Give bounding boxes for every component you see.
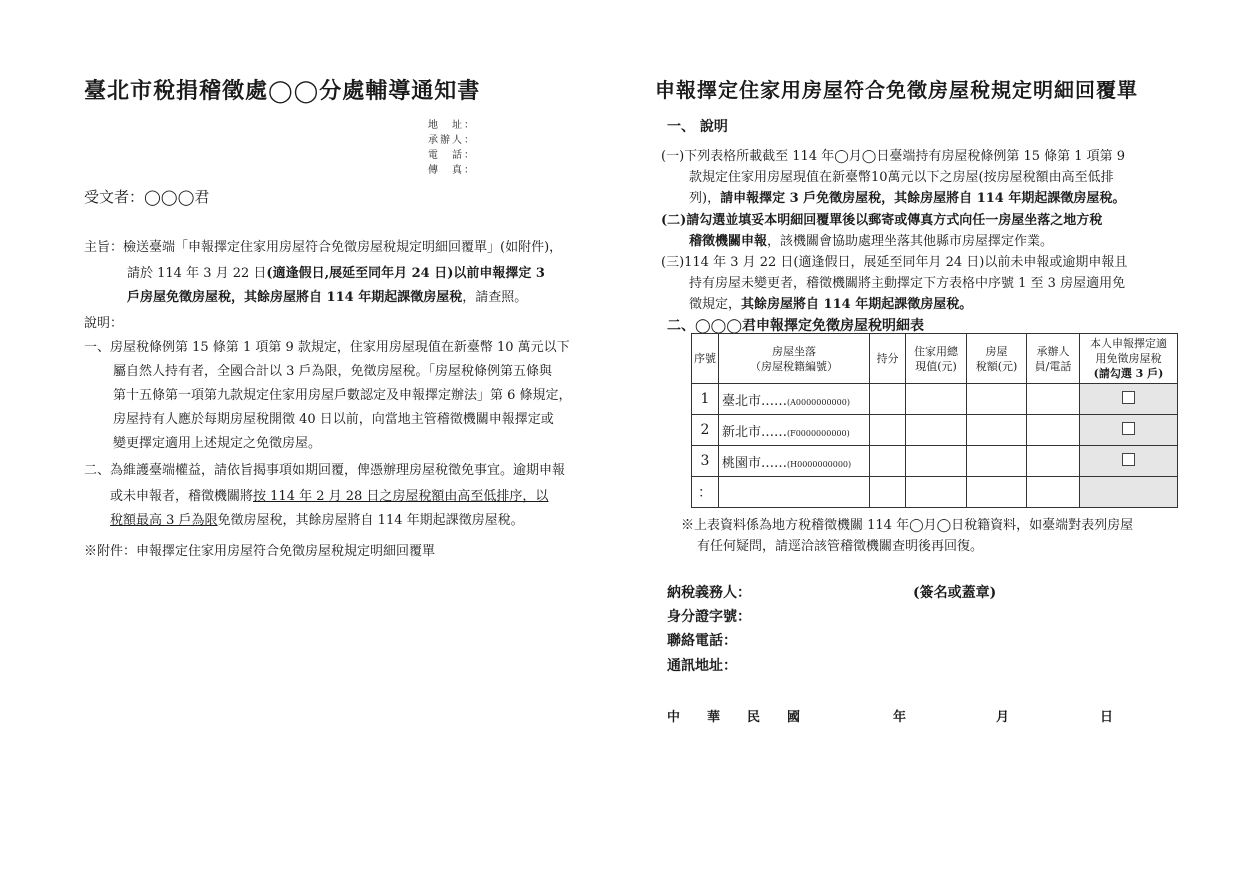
item2-line-1: 二、為維護臺端權益，請依旨揭事項如期回覆，俾憑辦理房屋稅徵免事宜。逾期申報 <box>84 463 566 478</box>
row-share <box>870 384 906 415</box>
header-fax-field: 傳 真： <box>428 165 476 176</box>
phone-label: 聯絡電話： <box>667 633 737 649</box>
row-value <box>906 415 967 446</box>
item1-line-5: 變更擇定適用上述規定之免徵房屋。 <box>113 436 322 451</box>
date-char-2: 華 <box>707 710 721 725</box>
subject-line-1: 主旨：檢送臺端「申報擇定住家用房屋符合免徵房屋稅規定明細回覆單」(如附件)， <box>84 240 563 255</box>
choose-checkbox[interactable] <box>1122 422 1135 435</box>
row-officer <box>1027 384 1080 415</box>
header-tax: 房屋 稅額(元) <box>967 334 1027 384</box>
table-row <box>692 384 1178 415</box>
row-seq: 3 <box>692 446 719 477</box>
date-month: 月 <box>996 710 1010 725</box>
row-seq: ： <box>692 477 719 508</box>
header-phone-field: 電 話： <box>428 150 476 161</box>
header-choose: 本人申報擇定適 用免徵房屋稅 (請勾選 3 戶) <box>1080 334 1178 384</box>
row-choose-cell <box>1080 446 1178 477</box>
row-seq: 2 <box>692 415 719 446</box>
row-value <box>906 384 967 415</box>
row-seq: 1 <box>692 384 719 415</box>
para2-line-2: 稽徵機關申報，該機關會協助處理坐落其他縣市房屋擇定作業。 <box>689 234 1054 249</box>
table-note-line-2: 有任何疑問，請逕洽該管稽徵機關查明後再回復。 <box>697 539 984 554</box>
header-address-field: 地 址： <box>428 120 476 131</box>
item1-line-1: 一、房屋稅條例第 15 條第 1 項第 9 款規定，住家用房屋現值在新臺幣 10 萬元以下 <box>84 340 570 355</box>
para1-line-1: (一)下列表格所載截至 114 年◯月◯日臺端持有房屋稅條例第 15 條第 1 項第 9 <box>661 149 1126 164</box>
row-location: 桃園市……(H0000000000) <box>719 446 870 477</box>
date-char-4: 國 <box>787 710 801 725</box>
date-char-3: 民 <box>747 710 761 725</box>
table-row <box>692 477 1178 508</box>
section-1-heading: 一、 說明 <box>667 119 728 135</box>
para1-line-3: 列)，請申報擇定 3 戶免徵房屋稅，其餘房屋將自 114 年期起課徵房屋稅。 <box>689 191 1126 206</box>
row-location: 臺北市……(A0000000000) <box>719 384 870 415</box>
taxpayer-label: 納稅義務人： <box>667 585 751 601</box>
row-share <box>870 477 906 508</box>
item1-line-3: 第十五條第一項第九款規定住家用房屋戶數認定及申報擇定辦法」第 6 條規定， <box>113 388 572 403</box>
row-tax <box>967 446 1027 477</box>
exemption-detail-table <box>691 333 1178 508</box>
header-officer: 承辦人 員/電話 <box>1027 334 1080 384</box>
row-officer <box>1027 415 1080 446</box>
date-year: 年 <box>893 710 907 725</box>
item2-line-2: 或未申報者，稽徵機關將按 114 年 2 月 28 日之房屋稅額由高至低排序，以 <box>110 489 549 504</box>
table-header-row <box>692 334 1178 384</box>
date-char-1: 中 <box>667 710 681 725</box>
subject-line-2: 請於 114 年 3 月 22 日(適逢假日,展延至同年月 24 日)以前申報擇定 3 <box>127 266 545 281</box>
right-form-title: 申報擇定住家用房屋符合免徵房屋稅規定明細回覆單 <box>655 78 1138 102</box>
row-location <box>719 477 870 508</box>
section-2-heading: 二、◯◯◯君申報擇定免徵房屋稅明細表 <box>667 318 925 334</box>
row-officer <box>1027 446 1080 477</box>
para3-line-1: (三)114 年 3 月 22 日(適逢假日，展延至同年月 24 日)以前未申報或逾期申報且 <box>661 255 1128 270</box>
header-seq: 序號 <box>692 334 719 384</box>
para3-line-3: 徵規定，其餘房屋將自 114 年期起課徵房屋稅。 <box>689 297 973 312</box>
header-value: 住家用總 現值(元) <box>906 334 967 384</box>
row-value <box>906 446 967 477</box>
row-location: 新北市……(F0000000000) <box>719 415 870 446</box>
row-tax <box>967 415 1027 446</box>
row-share <box>870 415 906 446</box>
explain-label: 說明： <box>84 316 124 331</box>
para1-line-2: 款規定住家用房屋現值在新臺幣10萬元以下之房屋(按房屋稅額由高至低排 <box>689 170 1114 185</box>
table-row <box>692 415 1178 446</box>
row-share <box>870 446 906 477</box>
id-number-label: 身分證字號： <box>667 609 751 625</box>
row-choose-cell <box>1080 415 1178 446</box>
choose-checkbox[interactable] <box>1122 453 1135 466</box>
header-location: 房屋坐落 （房屋稅籍編號） <box>719 334 870 384</box>
para2-line-1: (二)請勾選並填妥本明細回覆單後以郵寄或傳真方式向任一房屋坐落之地方稅 <box>661 213 1103 228</box>
row-choose-cell <box>1080 477 1178 508</box>
date-day: 日 <box>1100 710 1114 725</box>
row-value <box>906 477 967 508</box>
table-row <box>692 446 1178 477</box>
attachment-note: ※附件：申報擇定住家用房屋符合免徵房屋稅規定明細回覆單 <box>84 544 436 559</box>
left-notice-title: 臺北市稅捐稽徵處◯◯分處輔導通知書 <box>84 78 481 104</box>
table-note-line-1: ※上表資料係為地方稅稽徵機關 114 年◯月◯日稅籍資料，如臺端對表列房屋 <box>681 518 1134 533</box>
row-tax <box>967 477 1027 508</box>
header-officer-field: 承辦人： <box>428 135 476 146</box>
item2-line-3: 稅額最高 3 戶為限免徵房屋稅，其餘房屋將自 114 年期起課徵房屋稅。 <box>110 513 524 528</box>
address-label: 通訊地址： <box>667 658 737 674</box>
sign-stamp-label: (簽名或蓋章) <box>913 585 997 601</box>
choose-checkbox[interactable] <box>1122 391 1135 404</box>
row-choose-cell <box>1080 384 1178 415</box>
roc-date-line <box>0 706 1241 726</box>
subject-line-3: 戶房屋免徵房屋稅，其餘房屋將自 114 年期起課徵房屋稅，請查照。 <box>127 290 528 305</box>
header-share: 持分 <box>870 334 906 384</box>
item1-line-2: 屬自然人持有者，全國合計以 3 戶為限，免徵房屋稅。「房屋稅條例第五條與 <box>113 364 553 379</box>
item1-line-4: 房屋持有人應於每期房屋稅開徵 40 日以前，向當地主管稽徵機關申報擇定或 <box>113 412 554 427</box>
recipient: 受文者：◯◯◯君 <box>84 188 210 206</box>
row-tax <box>967 384 1027 415</box>
row-officer <box>1027 477 1080 508</box>
para3-line-2: 持有房屋未變更者，稽徵機關將主動擇定下方表格中序號 1 至 3 房屋適用免 <box>689 276 1126 291</box>
